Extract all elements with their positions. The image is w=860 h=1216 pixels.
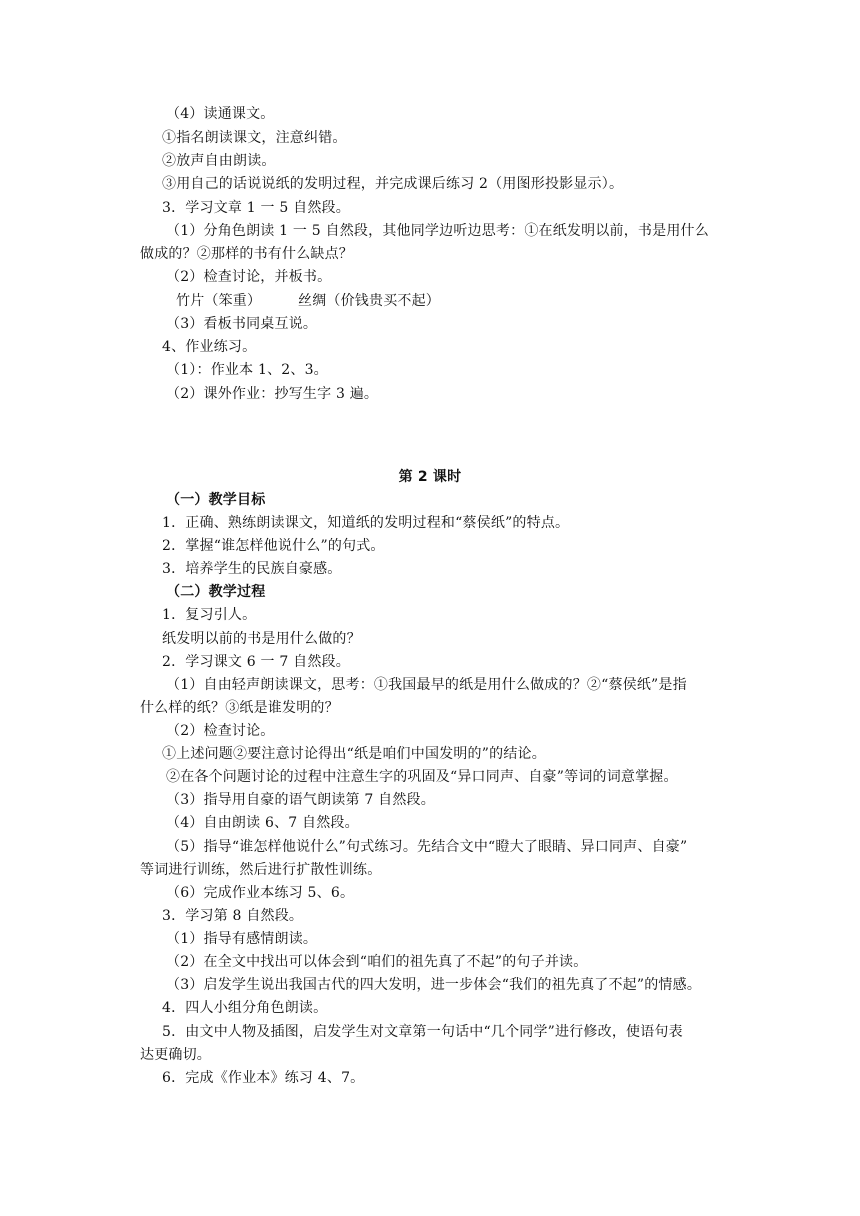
process-4: 4．四人小组分角色朗读。: [162, 1000, 328, 1016]
process-2-6: （6）完成作业本练习 5、6。: [166, 885, 355, 901]
step-board-talk: （3）看板书同桌互说。: [166, 316, 318, 332]
step-homework-extra: （2）课外作业：抄写生字 3 遍。: [166, 386, 379, 402]
process-3-2: （2）在全文中找出可以体会到“咱们的祖先真了不起”的句子并读。: [166, 954, 588, 970]
step-role-reading: （1）分角色朗读 1 一 5 自然段，其他同学边听边思考：①在纸发明以前，书是用什么: [166, 223, 709, 239]
heading-process: （二）教学过程: [166, 584, 266, 600]
goal-3: 3．培养学生的民族自豪感。: [162, 561, 342, 577]
process-2-2-a: ①上述问题②要注意讨论得出“纸是咱们中国发明的”的结论。: [162, 746, 546, 762]
board-bamboo: 竹片（笨重）: [176, 293, 262, 309]
step-study-paragraphs: 3．学习文章 1 一 5 自然段。: [162, 200, 350, 216]
goal-1: 1．正确、熟练朗读课文，知道纸的发明过程和“蔡侯纸”的特点。: [162, 515, 570, 531]
process-2-5: （5）指导“谁怎样他说什么”句式练习。先结合文中“瞪大了眼睛、异口同声、自豪”: [166, 839, 688, 855]
process-3-1: （1）指导有感情朗读。: [166, 931, 318, 947]
process-1: 1．复习引人。: [162, 607, 257, 623]
step-retell-process: ③用自己的话说说纸的发明过程，并完成课后练习 2（用图形投影显示）。: [162, 176, 624, 192]
process-3: 3．学习第 8 自然段。: [162, 908, 304, 924]
process-6: 6．完成《作业本》练习 4、7。: [162, 1070, 365, 1086]
process-2-1-cont: 什么样的纸？③纸是谁发明的？: [140, 700, 339, 716]
step-name-reading: ①指名朗读课文，注意纠错。: [162, 130, 347, 146]
process-2-2-b: ②在各个问题讨论的过程中注意生字的巩固及“异口同声、自豪”等词的词意掌握。: [166, 769, 678, 785]
process-2-3: （3）指导用自豪的语气朗读第 7 自然段。: [166, 792, 435, 808]
board-silk: 丝绸（价钱贵买不起）: [298, 293, 440, 309]
process-question: 纸发明以前的书是用什么做的？: [162, 631, 361, 647]
step-check-discuss: （2）检查讨论，并板书。: [166, 269, 332, 285]
step-role-reading-cont: 做成的？②那样的书有什么缺点？: [140, 246, 353, 262]
heading-goals: （一）教学目标: [166, 492, 266, 508]
lesson-title: 第 2 课时: [398, 469, 462, 485]
process-2-2: （2）检查讨论。: [166, 723, 275, 739]
step-homework: 4、作业练习。: [162, 339, 257, 355]
process-2-1: （1）自由轻声朗读课文，思考：①我国最早的纸是用什么做成的？②“蔡侯纸”是指: [166, 677, 687, 693]
process-5: 5．由文中人物及插图，启发学生对文章第一句话中“几个同学”进行修改，使语句表: [162, 1024, 683, 1040]
process-3-3: （3）启发学生说出我国古代的四大发明，进一步体会“我们的祖先真了不起”的情感。: [166, 977, 702, 993]
process-2-5-cont: 等词进行训练，然后进行扩散性训练。: [140, 862, 382, 878]
process-2-4: （4）自由朗读 6、7 自然段。: [166, 815, 359, 831]
step-homework-book: （1）：作业本 1、2、3。: [166, 362, 328, 378]
process-5-cont: 达更确切。: [140, 1047, 211, 1063]
step-free-reading: ②放声自由朗读。: [162, 153, 276, 169]
goal-2: 2．掌握“谁怎样他说什么”的句式。: [162, 538, 385, 554]
process-2: 2．学习课文 6 一 7 自然段。: [162, 654, 350, 670]
step-read-text: （4）读通课文。: [166, 106, 275, 122]
